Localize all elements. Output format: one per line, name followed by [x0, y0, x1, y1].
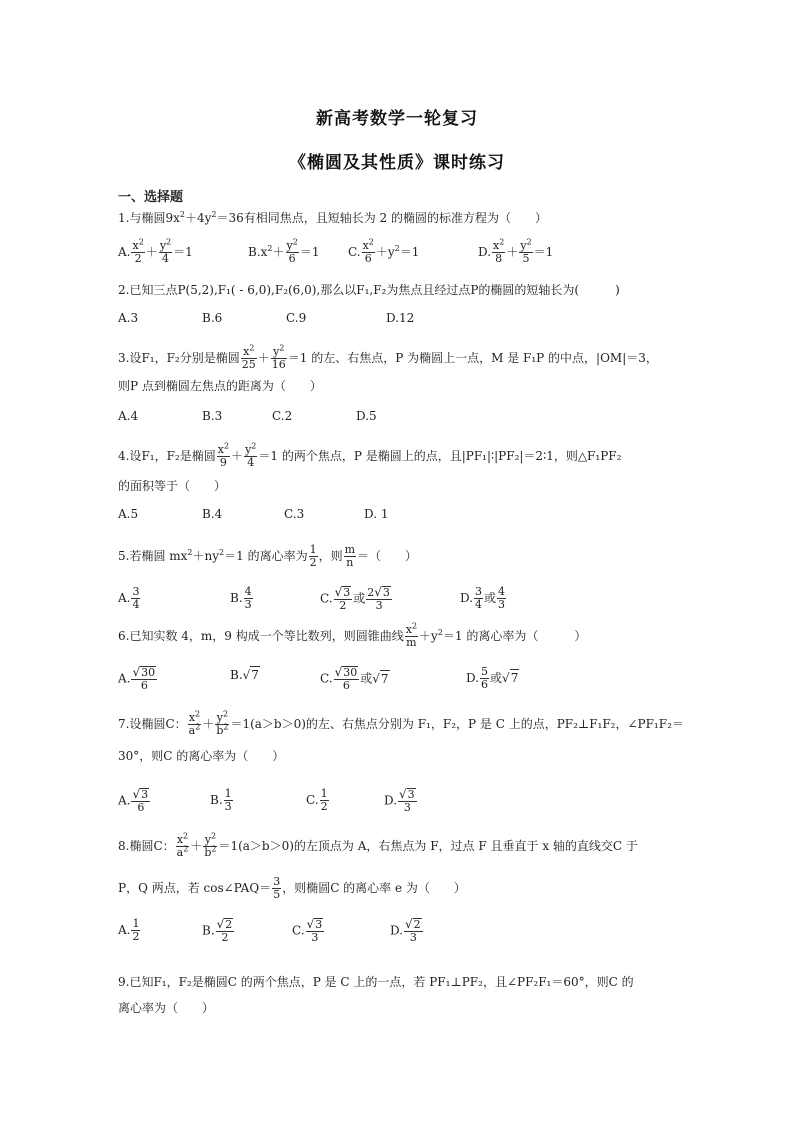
option-d[interactable]: D. $\frac{√2}{3}$ — [390, 917, 421, 944]
question-7: 7.设椭圆C： $\frac{x^2}{a^2}$ ＋ $\frac{y^2}{b^2}$ ＝1(a＞b＞0)的左、右焦点分别为 F₁，F₂，P 是 C 上的点，PF₂⊥F₁F₂，∠PF₁F₂＝ — [118, 709, 684, 737]
option-d[interactable]: D. $\frac{5}{6}$ 或√7 — [466, 665, 519, 691]
option-c[interactable]: C. $\frac{√3}{2}$ 或 $\frac{2√3}{3}$ — [320, 585, 390, 612]
question-9: 9.已知F₁，F₂是椭圆C 的两个焦点，P 是 C 上的一点，若 PF₁⊥PF₂，且∠PF₂F₁＝60°，则C 的 — [118, 975, 634, 989]
question-8-line2: P，Q 两点，若 cos∠PAQ＝ $\frac{3}{5}$ ，则椭圆C 的离心率 e 为（ ） — [118, 875, 466, 901]
option-b[interactable]: B.4 — [202, 507, 223, 521]
question-4: 4.设F₁，F₂是椭圆 $\frac{x^2}{9}$ ＋ $\frac{y^2}{4}$ ＝1 的两个焦点，P 是椭圆上的点，且|PF₁|∶|PF₂|＝2∶1，则△F₁PF₂ — [118, 441, 622, 469]
question-4-line2: 的面积等于（ ） — [118, 479, 227, 493]
question-5: 5.若椭圆 $mx^2+ny^2=1$ 的离心率为 $\frac{1}{2}$ ，则 $\frac{m}{n}$ ＝（ ） — [118, 543, 418, 569]
option-c[interactable]: C. $\frac{√30}{6}$ 或√7 — [320, 665, 389, 692]
question-1: 1.与椭圆$9x^2+4y^2=36$有相同焦点，且短轴长为 2 的椭圆的标准方程为（ ） — [118, 210, 548, 225]
question-3-line2: 则P 点到椭圆左焦点的距离为（ ） — [118, 379, 322, 393]
option-c[interactable]: C.2 — [272, 409, 293, 423]
section-heading: 一、选择题 — [118, 190, 184, 205]
option-b[interactable]: B.3 — [202, 409, 223, 423]
option-a[interactable]: A.5 — [118, 507, 139, 521]
option-a[interactable]: A. $\frac{√30}{6}$ — [118, 665, 156, 692]
option-c[interactable]: C. $\frac{1}{2}$ — [306, 787, 328, 813]
option-a[interactable]: A. $\frac{√3}{6}$ — [118, 787, 149, 814]
question-6: 6.已知实数 4，m，9 构成一个等比数列，则圆锥曲线 $\frac{x^2}{m}$ $+y^2=1$ 的离心率为（ ） — [118, 621, 587, 649]
option-d[interactable]: D. $\frac{√3}{3}$ — [384, 787, 415, 814]
option-c[interactable]: C. $\frac{x^2}{6}$ $+y^2=1$ — [348, 237, 420, 265]
option-b[interactable]: B.6 — [202, 311, 223, 325]
question-2: 2.已知三点P(5,2),F₁( - 6,0),F₂(6,0),那么以F₁,F₂为焦点且经过点P的椭圆的短轴长为( ) — [118, 283, 620, 297]
option-b[interactable]: B. $\frac{√2}{2}$ — [202, 917, 233, 944]
option-c[interactable]: C.3 — [284, 507, 305, 521]
option-d[interactable]: D. $\frac{x^2}{8}$ ＋ $\frac{y^2}{5}$ ＝1 — [478, 237, 554, 265]
page-title: 新高考数学一轮复习 — [316, 109, 478, 129]
question-9-line2: 离心率为（ ） — [118, 1001, 215, 1015]
option-b[interactable]: B. $\frac{1}{3}$ — [210, 787, 232, 813]
option-c[interactable]: C.9 — [286, 311, 307, 325]
option-d[interactable]: D. 1 — [364, 507, 389, 521]
option-b[interactable]: B. $\frac{4}{3}$ — [230, 585, 252, 611]
page-subtitle: 《椭圆及其性质》课时练习 — [289, 153, 505, 173]
question-3: 3.设F₁，F₂分别是椭圆 $\frac{x^2}{25}$ ＋ $\frac{y^2}{16}$ ＝1 的左、右焦点，P 为椭圆上一点，M 是 F₁P 的中点，|OM|＝3， — [118, 343, 658, 371]
option-a[interactable]: A. $\frac{1}{2}$ — [118, 917, 140, 943]
option-a[interactable]: A. $\frac{3}{4}$ — [118, 585, 140, 611]
question-8: 8.椭圆C： $\frac{x^2}{a^2}$ ＋ $\frac{y^2}{b^2}$ ＝1(a＞b＞0)的左顶点为 A，右焦点为 F，过点 F 且垂直于 x 轴的直线交C 于 — [118, 831, 638, 859]
option-c[interactable]: C. $\frac{√3}{3}$ — [292, 917, 323, 944]
question-7-line2: 30°，则C 的离心率为（ ） — [118, 749, 285, 763]
option-a[interactable]: A. $\frac{x^2}{2}$ ＋ $\frac{y^2}{4}$ ＝1 — [118, 237, 193, 265]
option-d[interactable]: D.12 — [386, 311, 415, 325]
option-b[interactable]: B.√7 — [230, 668, 259, 682]
option-a[interactable]: A.4 — [118, 409, 139, 423]
option-d[interactable]: D. $\frac{3}{4}$ 或 $\frac{4}{3}$ — [460, 585, 506, 611]
option-b[interactable]: $B.x^2+$ $\frac{y^2}{6}$ ＝1 — [248, 237, 320, 265]
option-d[interactable]: D.5 — [356, 409, 377, 423]
option-a[interactable]: A.3 — [118, 311, 139, 325]
